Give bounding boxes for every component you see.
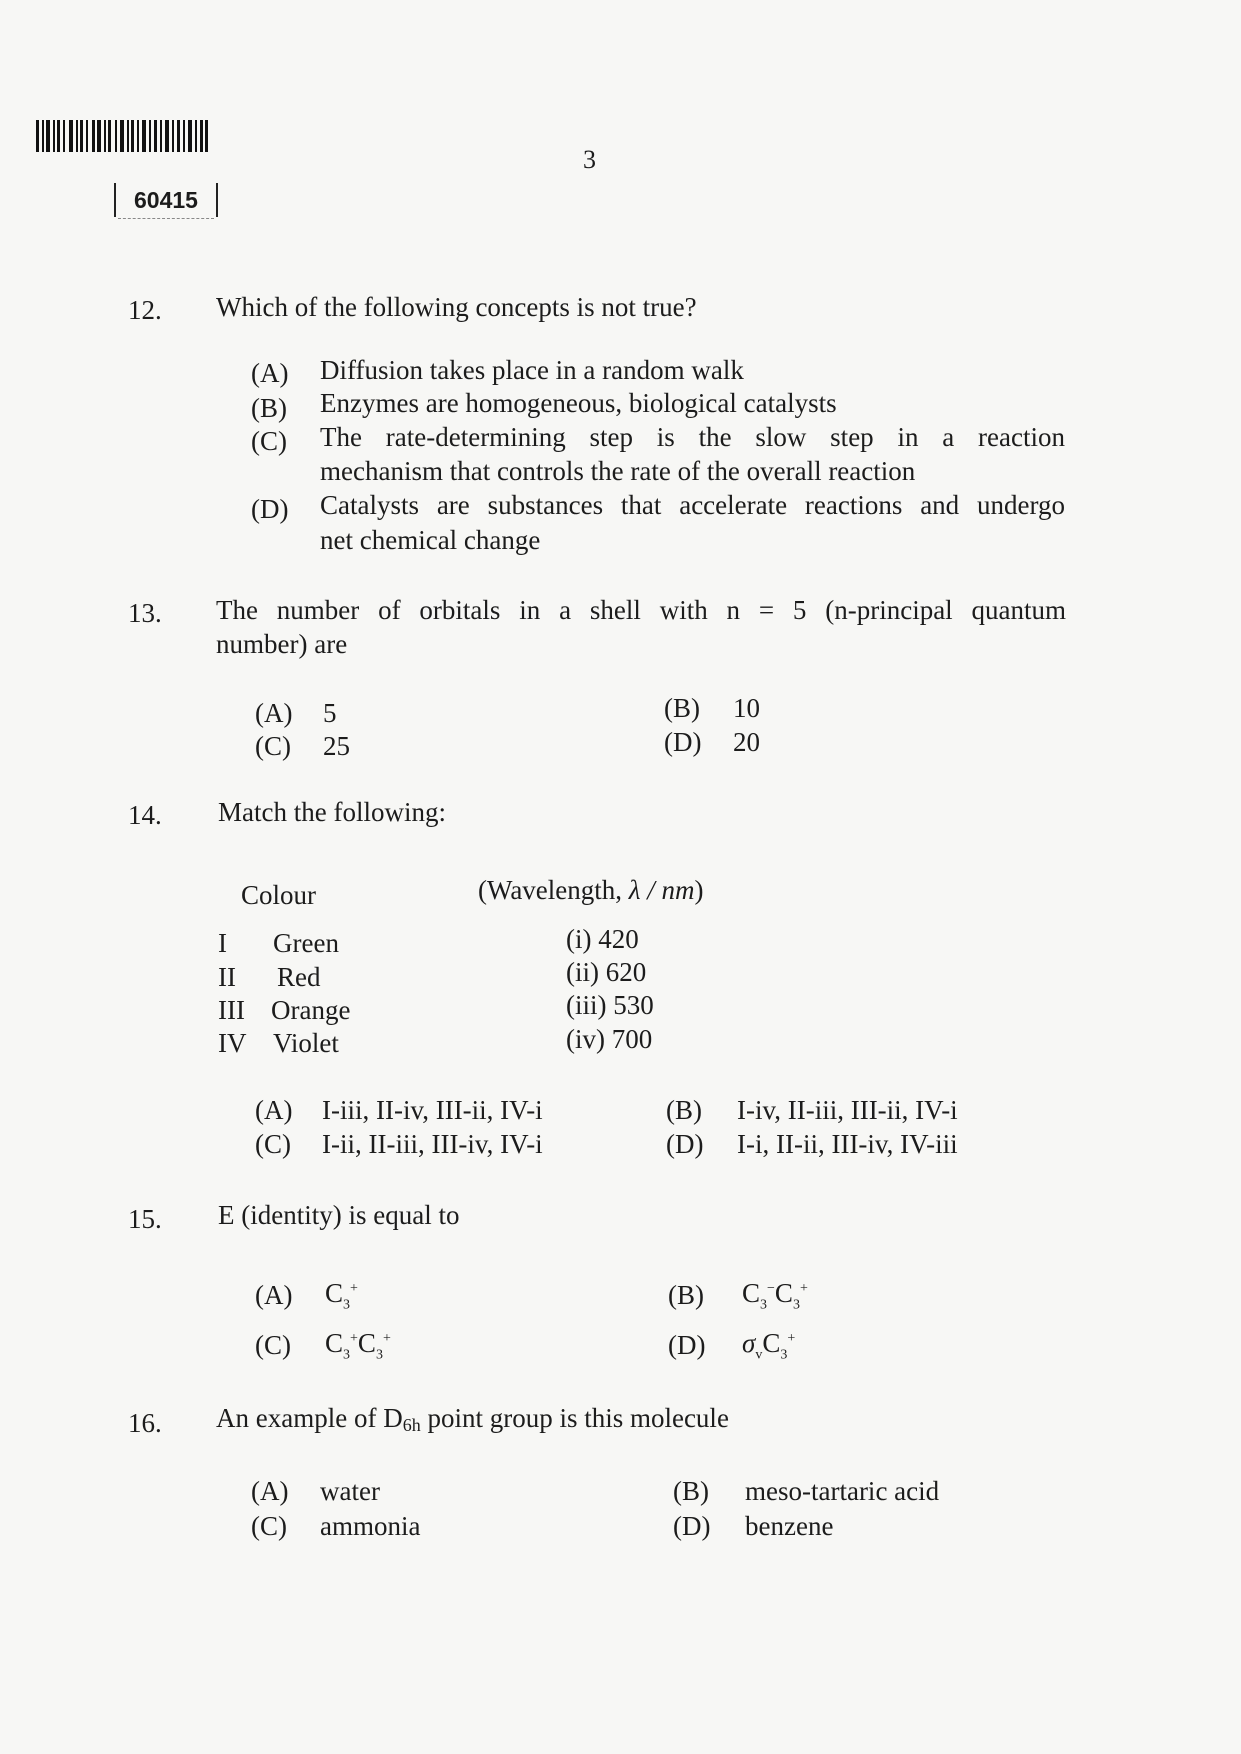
lambda-unit: λ / nm [628, 875, 695, 905]
option-label: (A) [251, 358, 289, 388]
option-label: (B) [666, 1095, 702, 1125]
option-label: (C) [255, 1330, 291, 1360]
option-text-continued: net chemical change [320, 525, 541, 555]
option-text: 25 [323, 731, 350, 761]
option-label: (C) [251, 426, 287, 456]
option-text: I-ii, II-iii, III-iv, IV-i [322, 1129, 543, 1159]
question-text [216, 1403, 729, 1436]
option-label: (A) [255, 1095, 293, 1125]
symmetry-expression-c [325, 1328, 391, 1363]
superscript-plus: + [350, 1281, 358, 1296]
option-label: (A) [255, 698, 293, 728]
option-label: (C) [255, 1129, 291, 1159]
symmetry-expression-a [325, 1278, 358, 1313]
option-label: (D) [251, 494, 289, 524]
option-label: (C) [251, 1511, 287, 1541]
option-label: (D) [668, 1330, 706, 1360]
point-group-subscript: 6h [402, 1415, 421, 1435]
symbol-c: C [762, 1328, 781, 1358]
match-roman: I [218, 928, 227, 958]
symbol-c: C [325, 1328, 344, 1358]
wavelength-prefix: (Wavelength, [478, 875, 629, 905]
column-header-wavelength [478, 875, 703, 906]
paper-code: 60415 [114, 183, 218, 217]
match-roman: IV [218, 1028, 247, 1058]
option-text: benzene [745, 1511, 834, 1541]
superscript-minus: − [767, 1281, 775, 1296]
match-colour: Orange [271, 995, 351, 1025]
match-colour: Green [273, 928, 339, 958]
match-colour: Violet [273, 1028, 339, 1058]
question-number: 16. [128, 1408, 162, 1438]
option-text: Diffusion takes place in a random walk [320, 355, 744, 385]
match-wavelength: (iv) 700 [566, 1024, 653, 1054]
superscript-plus: + [799, 1281, 808, 1296]
subscript-v: v [755, 1347, 763, 1363]
option-text: 5 [323, 698, 337, 728]
option-label: (B) [664, 693, 700, 723]
match-roman: II [218, 962, 236, 992]
symbol-c: C [774, 1278, 793, 1308]
option-label: (A) [251, 1476, 289, 1506]
option-label: (D) [664, 727, 702, 757]
question-number: 12. [128, 295, 162, 325]
subscript-3: 3 [343, 1297, 351, 1313]
point-group-symbol: D [383, 1403, 403, 1433]
option-text: Catalysts are substances that accelerate reactions and undergo [320, 490, 1065, 520]
question-text-after: point group is this molecule [420, 1403, 729, 1433]
option-text: The rate-determining step is the slow step in a reaction [320, 422, 1065, 452]
option-text: I-i, II-ii, III-iv, IV-iii [737, 1129, 958, 1159]
subscript-3: 3 [780, 1347, 788, 1363]
barcode-icon [36, 120, 208, 152]
option-text: meso-tartaric acid [745, 1476, 940, 1506]
question-text: Which of the following concepts is not true? [216, 292, 697, 322]
wavelength-suffix: ) [694, 875, 704, 905]
match-colour: Red [277, 962, 321, 992]
subscript-3: 3 [375, 1347, 383, 1363]
subscript-3: 3 [760, 1297, 768, 1313]
option-label: (D) [666, 1129, 704, 1159]
question-text: Match the following: [218, 797, 446, 827]
question-text-before: An example of [216, 1403, 384, 1433]
option-text: 10 [733, 693, 760, 723]
match-wavelength: (ii) 620 [566, 957, 647, 987]
symbol-c: C [357, 1328, 376, 1358]
option-label: (B) [668, 1280, 704, 1310]
option-text: 20 [733, 727, 760, 757]
option-label: (B) [673, 1476, 709, 1506]
option-label: (D) [673, 1511, 711, 1541]
option-text: ammonia [320, 1511, 421, 1541]
option-label: (A) [255, 1280, 293, 1310]
question-text: E (identity) is equal to [218, 1200, 460, 1230]
symmetry-expression-d [742, 1328, 795, 1363]
question-number: 14. [128, 800, 162, 830]
superscript-plus: + [382, 1331, 391, 1346]
question-text: The number of orbitals in a shell with n = 5 (n-principal quantum [216, 595, 1066, 625]
match-wavelength: (i) 420 [566, 924, 639, 954]
option-label: (B) [251, 393, 287, 423]
match-wavelength: (iii) 530 [566, 990, 654, 1020]
page-number: 3 [583, 145, 596, 174]
option-text-continued: mechanism that controls the rate of the overall reaction [320, 456, 916, 486]
option-text: Enzymes are homogeneous, biological catalysts [320, 388, 837, 418]
symmetry-expression-b [742, 1278, 808, 1313]
superscript-plus: + [787, 1331, 796, 1346]
match-roman: III [218, 995, 245, 1025]
column-header-colour: Colour [241, 880, 317, 910]
question-number: 13. [128, 598, 162, 628]
superscript-plus: + [350, 1331, 358, 1346]
symbol-c: C [325, 1278, 344, 1308]
subscript-3: 3 [343, 1347, 351, 1363]
symbol-c: C [742, 1278, 761, 1308]
subscript-3: 3 [792, 1297, 800, 1313]
symbol-sigma: σ [742, 1328, 756, 1358]
option-text: water [320, 1476, 380, 1506]
option-text: I-iv, II-iii, III-ii, IV-i [737, 1095, 958, 1125]
option-label: (C) [255, 731, 291, 761]
option-text: I-iii, II-iv, III-ii, IV-i [322, 1095, 543, 1125]
question-text-continued: number) are [216, 629, 348, 659]
question-number: 15. [128, 1204, 162, 1234]
